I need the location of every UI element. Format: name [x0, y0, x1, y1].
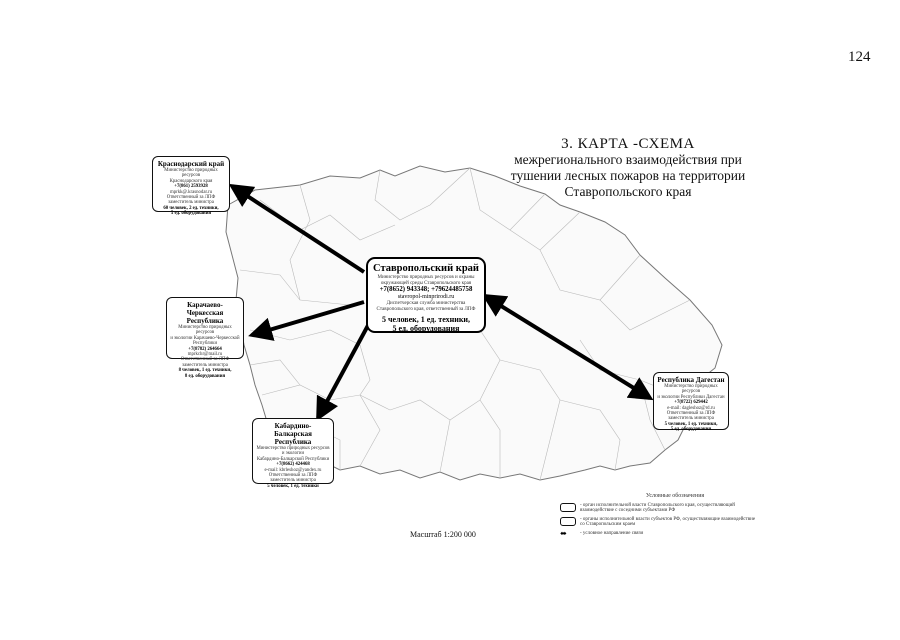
region-name: Краснодарский край — [157, 160, 225, 168]
legend-item-text: - органы исполнительной власти субъектов РФ, осуществляющие взаимодействие со Ставропольским краем — [580, 516, 756, 527]
map-scale-label: Масштаб 1:200 000 — [410, 530, 476, 539]
region-box-kabardino — [252, 418, 334, 489]
region-line: Министерство природных ресурсов и экологии — [256, 446, 330, 457]
rounded-rect-icon — [560, 503, 576, 512]
map-title-line3: тушении лесных пожаров на территории — [510, 168, 746, 183]
region-line: Министерство природных ресурсов — [664, 384, 718, 395]
region-email: mprkchr@mail.ru — [187, 352, 223, 358]
map-title-line4: Ставропольского края — [564, 184, 692, 199]
central-forces1: 5 человек, 1 ед. техники, — [381, 315, 471, 325]
legend-title: Условные обозначения — [645, 493, 705, 499]
region-forces1: 5 человек, 1 ед. техники, — [664, 421, 718, 427]
double-arrow-icon: ⬌ — [560, 528, 567, 538]
legend-item-text: - орган исполнительной власти Ставропольского края, осуществляющий взаимодействие с соседними субъектами РФ — [580, 502, 735, 513]
region-line: Ответственный за ЛПФ — [666, 411, 716, 417]
region-line: и экологии Республики Дагестан — [657, 394, 725, 400]
central-name: Ставропольский край — [373, 263, 479, 274]
legend-item — [560, 517, 760, 528]
region-name: Республика Дагестан — [657, 376, 725, 384]
region-line: заместитель министра — [182, 362, 228, 368]
region-line: Ответственный за ЛПФ — [166, 195, 216, 201]
map-title-line2: межрегионального взаимодействия при — [514, 152, 742, 167]
page-number: 124 — [848, 49, 871, 65]
central-forces2: 5 ед. оборудования — [392, 324, 460, 334]
region-box-dagestan — [653, 372, 729, 433]
region-email: e-mail: dagleshoz@rd.ru — [667, 405, 715, 411]
region-phone: +7(8662) 424468 — [276, 462, 310, 468]
region-phone: +7(8722) 629442 — [674, 400, 708, 406]
region-phone: +7(8782) 264664 — [188, 346, 222, 352]
region-phone: +7(861) 2593928 — [174, 184, 208, 190]
region-line: Ответственный за ЛПФ — [268, 473, 318, 479]
central-desc2: окружающей среды Ставропольского края — [380, 280, 472, 286]
region-forces2: 5 ед. оборудования — [170, 211, 212, 217]
legend-item-text: - условное направление связи — [580, 530, 644, 536]
region-line: заместитель министра — [668, 416, 714, 422]
region-line: Министерство природных ресурсов — [164, 168, 218, 179]
region-email: e-mail: kbrleshoz@yandex.ru — [264, 467, 322, 473]
region-line: заместитель министра — [270, 478, 316, 484]
region-line: Краснодарского края — [169, 178, 213, 184]
region-line: заместитель министра — [168, 200, 214, 206]
central-box-stavropol — [366, 257, 486, 333]
region-forces2: 5 ед. оборудования — [670, 427, 712, 433]
map-title-line1: 3. КАРТА -СХЕМА — [561, 136, 695, 152]
region-box-krasnodar — [152, 156, 230, 217]
region-forces2: 8 ед. оборудования — [184, 373, 226, 379]
region-line: Кабардино-Балкарской Республики — [256, 456, 330, 462]
legend-item — [560, 528, 760, 538]
region-forces1: 5 человек, 1 ед. техники — [267, 483, 319, 489]
region-forces1: 8 человек, 1 ед. техники, — [178, 368, 232, 374]
region-line: и экологии Карачаево-Черкесской Республики — [170, 335, 240, 347]
central-desc1: Министерство природных ресурсов и охраны — [377, 275, 475, 280]
central-desc3: Диспетчерская служба министерства — [386, 301, 466, 307]
region-line: Ответственный за ЛПФ — [180, 357, 230, 363]
rounded-rect-icon — [560, 517, 576, 526]
legend-item — [560, 503, 760, 514]
region-email: mprkk@.krasnodar.ru — [170, 189, 212, 195]
region-name: Кабардино-Балкарская Республика — [274, 422, 312, 446]
region-name: Карачаево-Черкесская Республика — [186, 301, 224, 325]
central-desc4: Ставропольского края, ответственный за ЛПФ — [376, 306, 476, 312]
central-phone: +7(8652) 943348; +79624485758 — [379, 286, 473, 294]
region-forces1: 60 человек, 2 ед. техники, — [163, 205, 219, 211]
region-line: Министерство природных ресурсов — [178, 325, 232, 336]
central-email: stavropol-minprirodi.ru — [397, 294, 455, 301]
legend — [560, 494, 760, 540]
region-box-karachay — [166, 297, 244, 379]
